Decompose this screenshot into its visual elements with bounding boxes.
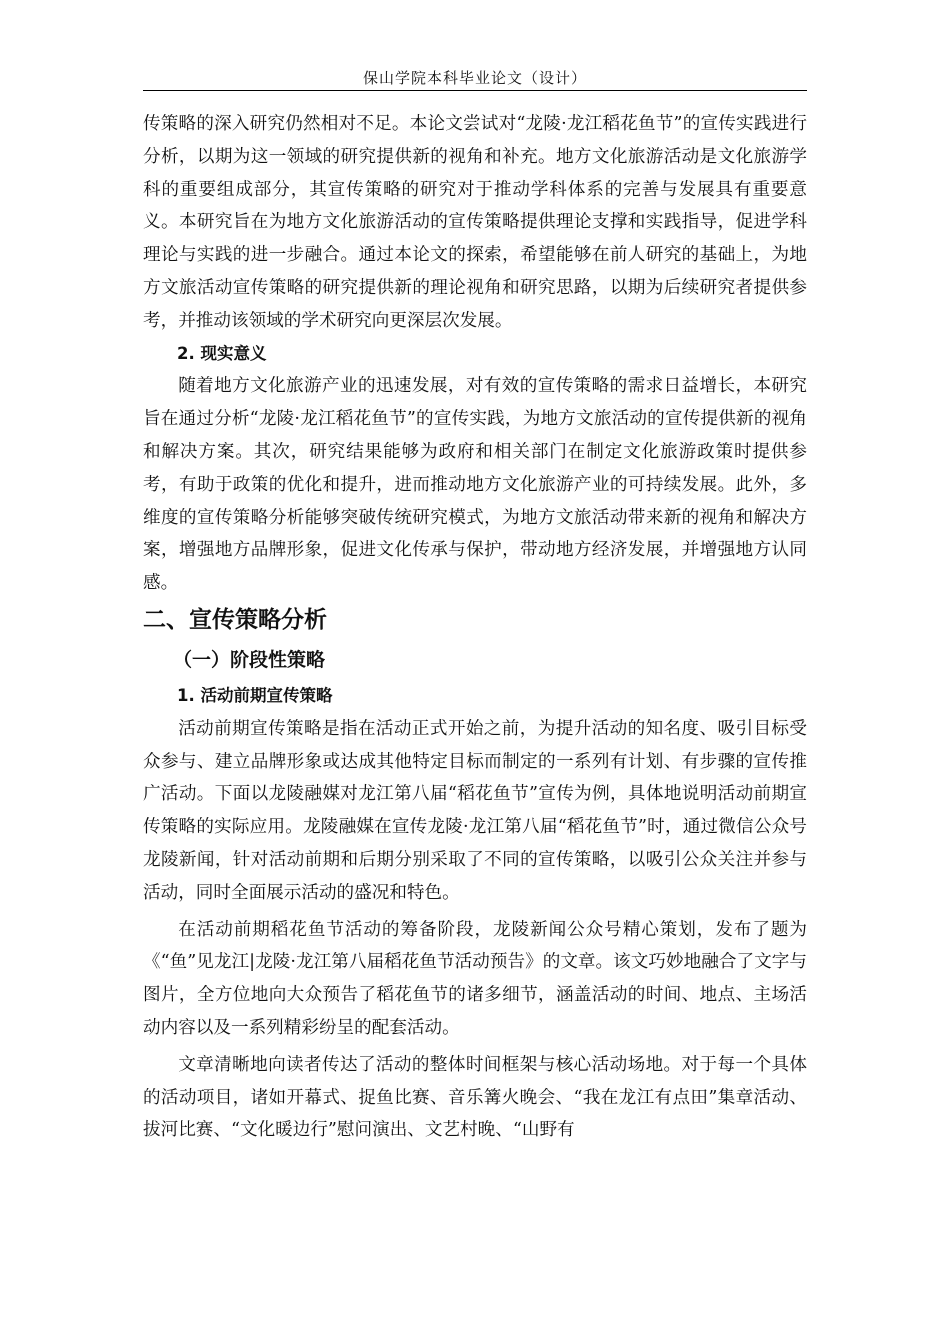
body-paragraph-3: 文章清晰地向读者传达了活动的整体时间框架与核心活动场地。对于每一个具体的活动项目，诸如开幕式、捉鱼比赛、音乐篝火晚会、“我在龙江有点田”集章活动、拔河比赛、“文化暖边行”慰问演出、文艺村晚、“山野有 [143,1054,807,1141]
running-header: 保山学院本科毕业论文（设计） [362,69,587,87]
practical-significance-paragraph: 随着地方文化旅游产业的迅速发展，对有效的宣传策略的需求日益增长，本研究旨在通过分析“龙陵·龙江稻花鱼节”的宣传实践，为地方文旅活动的宣传提供新的视角和解决方案。其次，研究结果能够为政府和相关部门在制定文化旅游政策时提供参考，有助于政策的优化和提升，进而推动地方文化旅游产业的可持续发展。此外，多维度的宣传策略分析能够突破传统研究模式，为地方文旅活动带来新的视角和解决方案，增强地方品牌形象，促进文化传承与保护，带动地方经济发展，并增强地方认同感。 [143,376,807,594]
section-heading: （一）阶段性策略 [173,648,326,671]
page-body [143,108,807,1147]
body-paragraph-2: 在活动前期稻花鱼节活动的筹备阶段，龙陵新闻公众号精心策划，发布了题为《“鱼”见龙江|龙陵·龙江第八届稻花鱼节活动预告》的文章。该文巧妙地融合了文字与图片，全方位地向大众预告了稻花鱼节的诸多细节，涵盖活动的时间、地点、主场活动内容以及一系列精彩纷呈的配套活动。 [143,919,807,1038]
chapter-heading: 二、宣传策略分析 [143,606,327,633]
body-paragraph-1: 活动前期宣传策略是指在活动正式开始之前，为提升活动的知名度、吸引目标受众参与、建立品牌形象或达成其他特定目标而制定的一系列有计划、有步骤的宣传推广活动。下面以龙陵融媒对龙江第八届“稻花鱼节”宣传为例，具体地说明活动前期宣传策略的实际应用。龙陵融媒在宣传龙陵·龙江第八届“稻花鱼节”时，通过微信公众号龙陵新闻，针对活动前期和后期分别采取了不同的宣传策略，以吸引公众关注并参与活动，同时全面展示活动的盛况和特色。 [143,718,807,903]
practical-significance-heading: 2. 现实意义 [177,343,267,363]
intro-paragraph: 传策略的深入研究仍然相对不足。本论文尝试对“龙陵·龙江稻花鱼节”的宣传实践进行分析，以期为这一领域的研究提供新的视角和补充。地方文化旅游活动是文化旅游学科的重要组成部分，其宣传策略的研究对于推动学科体系的完善与发展具有重要意义。本研究旨在为地方文化旅游活动的宣传策略提供理论支撑和实践指导，促进学科理论与实践的进一步融合。通过本论文的探索，希望能够在前人研究的基础上，为地方文旅活动宣传策略的研究提供新的理论视角和研究思路，以期为后续研究者提供参考，并推动该领域的学术研究向更深层次发展。 [143,114,807,331]
subsection-heading: 1. 活动前期宣传策略 [177,685,333,705]
header-divider [143,90,807,91]
